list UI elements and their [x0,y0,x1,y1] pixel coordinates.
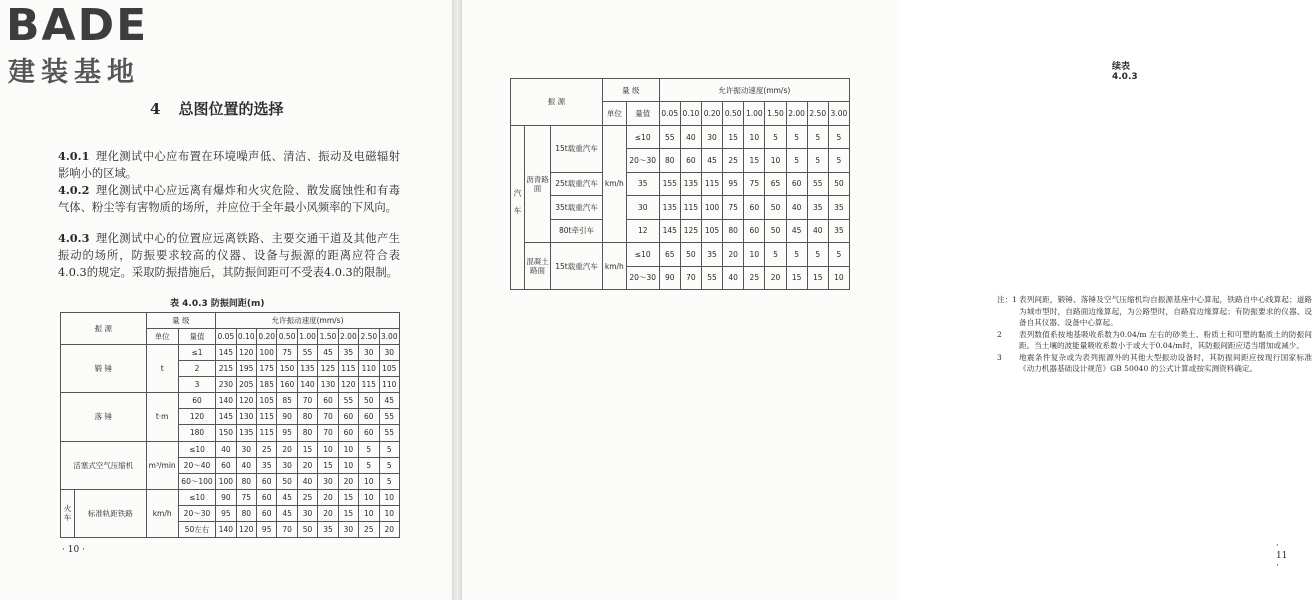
data-cell: 30 [701,125,722,148]
data-cell: 20 [379,521,399,537]
data-cell: 35 [828,219,849,242]
data-cell: 60 [216,457,236,473]
speed-col: 2.00 [786,102,807,125]
data-cell: 105 [379,361,399,377]
header-magnitude: 量 级 [602,79,659,102]
speed-col: 1.50 [765,102,786,125]
data-cell: 50 [297,521,317,537]
data-cell: 130 [318,377,338,393]
header-value: 量值 [626,102,659,125]
source-drop-hammer: 落 锤 [61,393,147,441]
data-cell: 5 [379,441,399,457]
data-cell: 65 [765,172,786,195]
data-cell: 30 [318,473,338,489]
vibration-distance-table-continued [510,78,850,290]
value-cell: 20～40 [178,457,215,473]
speed-col: 0.50 [723,102,744,125]
clause-text: 理化测试中心应布置在环境噪声低、清洁、振动及电磁辐射影响小的区域。 [58,150,400,180]
header-source: 振 源 [511,79,603,126]
data-cell: 45 [379,393,399,409]
data-cell: 55 [659,125,680,148]
unit-cell: km/h [146,489,178,537]
data-cell: 130 [236,409,256,425]
data-cell: 30 [359,345,379,361]
data-cell: 60 [680,149,701,172]
data-cell: 95 [256,521,276,537]
data-cell: 95 [277,425,297,441]
data-cell: 10 [318,441,338,457]
data-cell: 215 [216,361,236,377]
left-page [0,0,452,600]
data-cell: 20 [297,457,317,473]
data-cell: 140 [297,377,317,393]
note-item [997,294,1312,329]
data-cell: 20 [277,441,297,457]
chapter-title-text: 总图位置的选择 [178,100,284,118]
data-cell: 25 [359,521,379,537]
clause-text: 理化测试中心应远离有爆炸和火灾危险、散发腐蚀性和有毒气体、粉尘等有害物质的场所，并应位于全年最小风频率的下风向。 [58,184,400,214]
data-cell: 95 [216,505,236,521]
data-cell: 50 [765,196,786,219]
data-cell: 40 [680,125,701,148]
data-cell: 90 [277,409,297,425]
data-cell: 55 [297,345,317,361]
table-row [511,125,850,148]
data-cell: 60 [359,409,379,425]
data-cell: 230 [216,377,236,393]
data-cell: 60 [786,172,807,195]
data-cell: 35 [318,521,338,537]
data-cell: 40 [807,219,828,242]
note-label: 3 [997,352,1002,362]
data-cell: 5 [786,149,807,172]
data-cell: 205 [236,377,256,393]
book-gutter [452,0,462,600]
data-cell: 60 [744,196,765,219]
note-text: 表列数值系按地基吸收系数为0.04/m 左右的砂类土、粉质土和可塑的黏质土的防振间距。当土壤的波能量吸收系数小于或大于0.04/m时，其防振间距应适当增加或减少。 [1019,329,1312,350]
chapter-number: 4 [150,100,161,118]
logo-text: BADE [6,0,149,51]
data-cell: 10 [359,505,379,521]
data-cell: 5 [359,441,379,457]
data-cell: 20 [765,266,786,290]
data-cell: 60 [318,393,338,409]
data-cell: 30 [277,457,297,473]
clause-number: 4.0.3 [58,231,90,245]
table-row [511,172,850,195]
speed-col: 1.50 [318,329,338,345]
data-cell: 85 [277,393,297,409]
data-cell: 70 [277,521,297,537]
data-cell: 105 [256,393,276,409]
vibration-distance-table [60,312,400,538]
data-cell: 80 [236,505,256,521]
value-cell: 60 [178,393,215,409]
data-cell: 120 [236,521,256,537]
table-header-row [61,313,400,329]
clause-4-0-1 [58,148,400,182]
value-cell: 2 [178,361,215,377]
data-cell: 40 [786,196,807,219]
data-cell: 110 [359,361,379,377]
table-notes [997,294,1312,375]
value-cell: ≤10 [626,125,659,148]
data-cell: 80 [297,409,317,425]
data-cell: 115 [338,361,358,377]
data-cell: 45 [701,149,722,172]
data-cell: 120 [236,345,256,361]
data-cell: 5 [828,243,849,266]
data-cell: 10 [338,441,358,457]
data-cell: 115 [359,377,379,393]
table-row [511,196,850,219]
vehicle-15t: 15t载重汽车 [551,125,603,172]
table-caption: 表 4.0.3 防振间距(m) [170,299,265,309]
data-cell: 60 [256,473,276,489]
table-row [61,393,400,409]
speed-col: 3.00 [828,102,849,125]
data-cell: 175 [256,361,276,377]
data-cell: 30 [379,345,399,361]
data-cell: 5 [807,125,828,148]
data-cell: 95 [723,172,744,195]
data-cell: 5 [765,125,786,148]
clause-4-0-2 [58,182,400,216]
table-header-row [511,79,850,102]
value-cell: 3 [178,377,215,393]
vehicle-25t: 25t载重汽车 [551,172,603,195]
data-cell: 15 [297,441,317,457]
note-text: 地震条件复杂或为表列振源外的其他大型振动设备时，其防振间距应按现行国家标准《动力机器基础设计规范》GB 50040 的公式计算或按实测资料确定。 [1019,352,1312,373]
data-cell: 80 [659,149,680,172]
data-cell: 5 [379,457,399,473]
speed-col: 1.00 [297,329,317,345]
data-cell: 115 [256,425,276,441]
vehicle-80t-tractor: 80t牵引车 [551,219,603,242]
data-cell: 35 [338,345,358,361]
value-cell: 120 [178,409,215,425]
data-cell: 115 [701,172,722,195]
source-group-train: 火车 [61,489,75,537]
data-cell: 5 [379,473,399,489]
data-cell: 135 [297,361,317,377]
speed-col: 3.00 [379,329,399,345]
clause-number: 4.0.2 [58,183,90,197]
data-cell: 150 [277,361,297,377]
value-cell: 35 [626,172,659,195]
data-cell: 10 [359,473,379,489]
data-cell: 35 [256,457,276,473]
speed-col: 2.00 [338,329,358,345]
data-cell: 90 [216,489,236,505]
value-cell: 30 [626,196,659,219]
value-cell: 20～30 [626,266,659,290]
data-cell: 30 [338,521,358,537]
logo-subtitle: 建装基地 [8,57,140,88]
data-cell: 75 [744,172,765,195]
note-item [997,329,1312,352]
data-cell: 5 [359,457,379,473]
unit-cell: t [146,345,178,393]
unit-cell: m³/min [146,441,178,489]
data-cell: 70 [297,393,317,409]
data-cell: 20 [318,505,338,521]
header-magnitude: 量 级 [146,313,216,329]
source-air-compressor: 活塞式空气压缩机 [61,441,147,489]
value-cell: ≤10 [626,243,659,266]
data-cell: 115 [256,409,276,425]
data-cell: 120 [236,393,256,409]
value-cell: 20～30 [178,505,215,521]
speed-col: 2.50 [359,329,379,345]
data-cell: 10 [765,149,786,172]
data-cell: 15 [338,489,358,505]
data-cell: 155 [659,172,680,195]
data-cell: 90 [659,266,680,290]
header-unit: 单位 [146,329,178,345]
data-cell: 60 [338,409,358,425]
data-cell: 135 [659,196,680,219]
data-cell: 135 [236,425,256,441]
data-cell: 10 [338,457,358,473]
surface-asphalt: 沥青路面 [525,125,551,242]
data-cell: 45 [786,219,807,242]
data-cell: 55 [338,393,358,409]
data-cell: 50 [680,243,701,266]
data-cell: 80 [236,473,256,489]
data-cell: 5 [828,125,849,148]
data-cell: 150 [216,425,236,441]
data-cell: 65 [659,243,680,266]
bade-logo [6,0,176,88]
data-cell: 125 [680,219,701,242]
vehicle-35t: 35t载重汽车 [551,196,603,219]
data-cell: 125 [318,361,338,377]
data-cell: 5 [786,125,807,148]
data-cell: 25 [256,441,276,457]
data-cell: 10 [828,266,849,290]
header-source: 振 源 [61,313,147,345]
data-cell: 70 [318,425,338,441]
data-cell: 185 [256,377,276,393]
speed-col: 0.05 [216,329,236,345]
data-cell: 110 [379,377,399,393]
data-cell: 145 [659,219,680,242]
data-cell: 10 [744,243,765,266]
data-cell: 145 [216,409,236,425]
vehicle-label: 汽车 [513,188,522,224]
data-cell: 15 [807,266,828,290]
data-cell: 5 [765,243,786,266]
value-cell: ≤10 [178,489,215,505]
value-cell: 12 [626,219,659,242]
header-unit: 单位 [602,102,626,125]
data-cell: 20 [338,473,358,489]
data-cell: 70 [318,409,338,425]
vehicle-15t: 15t载重汽车 [551,243,603,290]
data-cell: 10 [359,489,379,505]
data-cell: 20 [723,243,744,266]
speed-col: 0.20 [701,102,722,125]
speed-col: 2.50 [807,102,828,125]
table-row [61,345,400,361]
value-cell: 50左右 [178,521,215,537]
data-cell: 45 [277,505,297,521]
data-cell: 40 [723,266,744,290]
value-cell: 20～30 [626,149,659,172]
data-cell: 75 [723,196,744,219]
note-label: 2 [997,329,1002,339]
data-cell: 15 [338,505,358,521]
header-speed: 允许振动速度(mm/s) [216,313,400,329]
data-cell: 25 [723,149,744,172]
note-item [997,352,1312,375]
data-cell: 115 [680,196,701,219]
data-cell: 5 [807,243,828,266]
data-cell: 50 [828,172,849,195]
table-row [61,489,400,505]
table-row [61,441,400,457]
data-cell: 140 [216,521,236,537]
speed-col: 0.10 [680,102,701,125]
data-cell: 60 [256,489,276,505]
data-cell: 5 [786,243,807,266]
data-cell: 60 [256,505,276,521]
unit-cell: km/h [602,243,626,290]
page-number-right: · 11 · [1276,541,1288,571]
data-cell: 30 [236,441,256,457]
data-cell: 55 [379,425,399,441]
data-cell: 5 [828,149,849,172]
data-cell: 55 [807,172,828,195]
note-text: 表列间距，锻锤、落锤及空气压缩机均自振源基座中心算起，铁路自中心线算起；道路为城市型时，自路面边缘算起，为公路型时，自路肩边缘算起；有防振要求的仪器、设备自其仪器、设备中心算起。 [1019,295,1312,327]
data-cell: 60 [338,425,358,441]
data-cell: 160 [277,377,297,393]
data-cell: 45 [318,345,338,361]
chapter-title [150,98,301,119]
header-value: 量值 [178,329,215,345]
source-group-vehicle [511,125,525,289]
unit-cell: km/h [602,125,626,242]
data-cell: 50 [277,473,297,489]
data-cell: 100 [216,473,236,489]
table-row [511,219,850,242]
data-cell: 40 [216,441,236,457]
data-cell: 30 [297,505,317,521]
data-cell: 140 [216,393,236,409]
speed-col: 1.00 [744,102,765,125]
note-label: 注：1 [997,295,1018,304]
speed-col: 0.10 [236,329,256,345]
data-cell: 120 [338,377,358,393]
data-cell: 35 [828,196,849,219]
data-cell: 10 [379,489,399,505]
data-cell: 60 [359,425,379,441]
data-cell: 50 [359,393,379,409]
data-cell: 40 [297,473,317,489]
data-cell: 15 [786,266,807,290]
data-cell: 80 [723,219,744,242]
header-speed: 允许振动速度(mm/s) [659,79,849,102]
data-cell: 20 [318,489,338,505]
data-cell: 80 [297,425,317,441]
data-cell: 60 [744,219,765,242]
data-cell: 35 [701,243,722,266]
data-cell: 70 [680,266,701,290]
data-cell: 10 [379,505,399,521]
data-cell: 195 [236,361,256,377]
surface-concrete: 混凝土路面 [525,243,551,290]
speed-col: 0.20 [256,329,276,345]
data-cell: 100 [256,345,276,361]
speed-col: 0.50 [277,329,297,345]
table-row [511,243,850,266]
data-cell: 135 [680,172,701,195]
data-cell: 15 [318,457,338,473]
data-cell: 75 [277,345,297,361]
data-cell: 55 [701,266,722,290]
data-cell: 25 [297,489,317,505]
data-cell: 75 [236,489,256,505]
value-cell: ≤10 [178,441,215,457]
data-cell: 15 [723,125,744,148]
data-cell: 55 [379,409,399,425]
data-cell: 15 [744,149,765,172]
data-cell: 105 [701,219,722,242]
value-cell: 180 [178,425,215,441]
value-cell: 60～100 [178,473,215,489]
data-cell: 5 [807,149,828,172]
source-railway: 标准轨距铁路 [75,489,147,537]
data-cell: 145 [216,345,236,361]
value-cell: ≤1 [178,345,215,361]
data-cell: 45 [277,489,297,505]
data-cell: 35 [807,196,828,219]
table-caption-continued: 续表 4.0.3 [1112,62,1138,82]
data-cell: 40 [236,457,256,473]
data-cell: 100 [701,196,722,219]
clause-number: 4.0.1 [58,149,90,163]
data-cell: 50 [765,219,786,242]
data-cell: 10 [744,125,765,148]
unit-cell: t·m [146,393,178,441]
source-forge: 锻 锤 [61,345,147,393]
data-cell: 25 [744,266,765,290]
speed-col: 0.05 [659,102,680,125]
clause-4-0-3 [58,230,400,281]
page-number-left: · 10 · [62,545,85,555]
clause-text: 理化测试中心的位置应远离铁路、主要交通干道及其他产生振动的场所，防振要求较高的仪器、设备与振源的距离应符合表4.0.3的规定。采取防振措施后，其防振间距可不受表4.0.3的限制。 [58,232,400,279]
